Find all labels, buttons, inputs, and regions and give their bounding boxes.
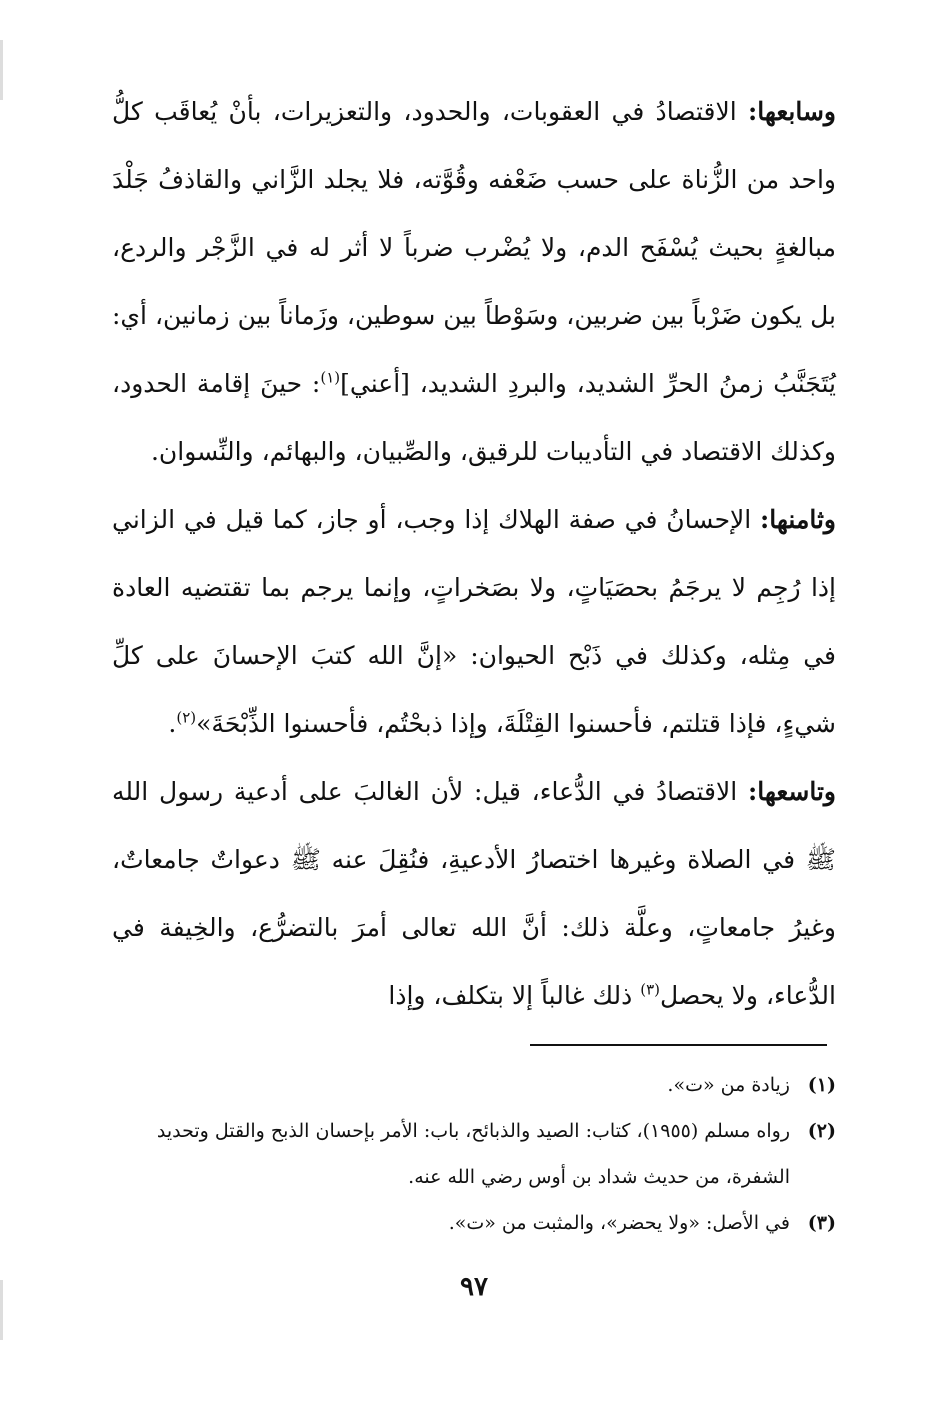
footnote-reference[interactable]: (١) (320, 368, 341, 387)
footnote-text: في الأصل: «ولا يحضر»، والمثبت من «ت». (448, 1212, 790, 1234)
paragraph-body: الإحسانُ في صفة الهلاك إذا وجب، أو جاز، كما قيل في الزاني إذا رُجِم لا يرجَمُ بحصَيَاتٍ، ولا بصَخراتٍ، وإنما يرجم بما تقتضيه العادة في مِثله، وكذلك في ذَبْح الحيوان: «إنَّ الله كتبَ الإحسانَ على كلِّ شيءٍ، فإذا قتلتم، فأحسنوا القِتْلَةَ، وإذا ذبحْتُم، فأحسنوا الذِّبْحَةَ» (112, 505, 836, 738)
footnote-text: رواه مسلم (١٩٥٥)، كتاب: الصيد والذبائح، باب: الأمر بإحسان الذبح والقتل وتحديد الشفرة، من حديث شداد بن أوس رضي الله عنه. (156, 1120, 790, 1188)
paragraph-body: الاقتصادُ في الدُّعاء، قيل: لأن الغالبَ على أدعية رسول الله ﷺ في الصلاة وغيرها اختصارُ الأدعيةِ، فنُقِلَ عنه ﷺ دعواتٌ جامعاتٌ، وغيرُ جامعاتٍ، وعلَّة ذلك: أنَّ الله تعالى أمرَ بالتضرُّع، والخِيفة في الدُّعاء، ولا يحصل (112, 777, 836, 1010)
footnotes (112, 1062, 836, 1246)
footnote-number: (١) (807, 1074, 836, 1096)
scan-edge-mark (0, 40, 3, 100)
main-text (112, 78, 836, 1030)
paragraph-eighth (112, 486, 836, 758)
footnote-item (112, 1062, 836, 1108)
footnote-text: زيادة من «ت». (667, 1074, 790, 1096)
footnote-number: (٣) (807, 1212, 836, 1234)
paragraph-body: الاقتصادُ في العقوبات، والحدود، والتعزيرات، بأنْ يُعاقَب كلُّ واحد من الزُّناة على حسب ضَعْفه وقُوَّته، فلا يجلد الزَّاني والقاذفُ جَلْدَ مبالغةٍ بحيث يُسْفَح الدم، ولا يُضْرب ضرباً لا أثر له في الزَّجْر والردع، بل يكون ضَرْباً بين ضربين، وسَوْطاً بين سوطين، وزَماناً بين زمانين، أي: يُتَجَنَّبُ زمنُ الحرِّ الشديد، والبردِ الشديد، [أعني] (112, 97, 836, 398)
footnote-reference[interactable]: (٢) (176, 708, 197, 727)
footnote-divider (530, 1044, 827, 1046)
paragraph-heading: وتاسعها: (747, 777, 836, 806)
paragraph-ninth (112, 758, 836, 1030)
footnote-number: (٢) (807, 1120, 836, 1142)
paragraph-body-continued: . (168, 709, 177, 738)
page-number: ٩٧ (460, 1272, 488, 1302)
paragraph-heading: وثامنها: (760, 505, 836, 534)
footnote-reference[interactable]: (٣) (640, 980, 661, 999)
paragraph-body-continued: ذلك غالباً إلا بتكلف، وإذا (388, 981, 641, 1010)
paragraph-heading: وسابعها: (747, 97, 836, 126)
footnote-item (112, 1108, 836, 1200)
footnote-item (112, 1200, 836, 1246)
paragraph-seventh (112, 78, 836, 486)
paragraph-body-continued: : حينَ إقامة الحدود، وكذلك الاقتصاد في التأديبات للرقيق، والصِّبيان، والبهائم، والنِّسوان. (112, 369, 836, 466)
